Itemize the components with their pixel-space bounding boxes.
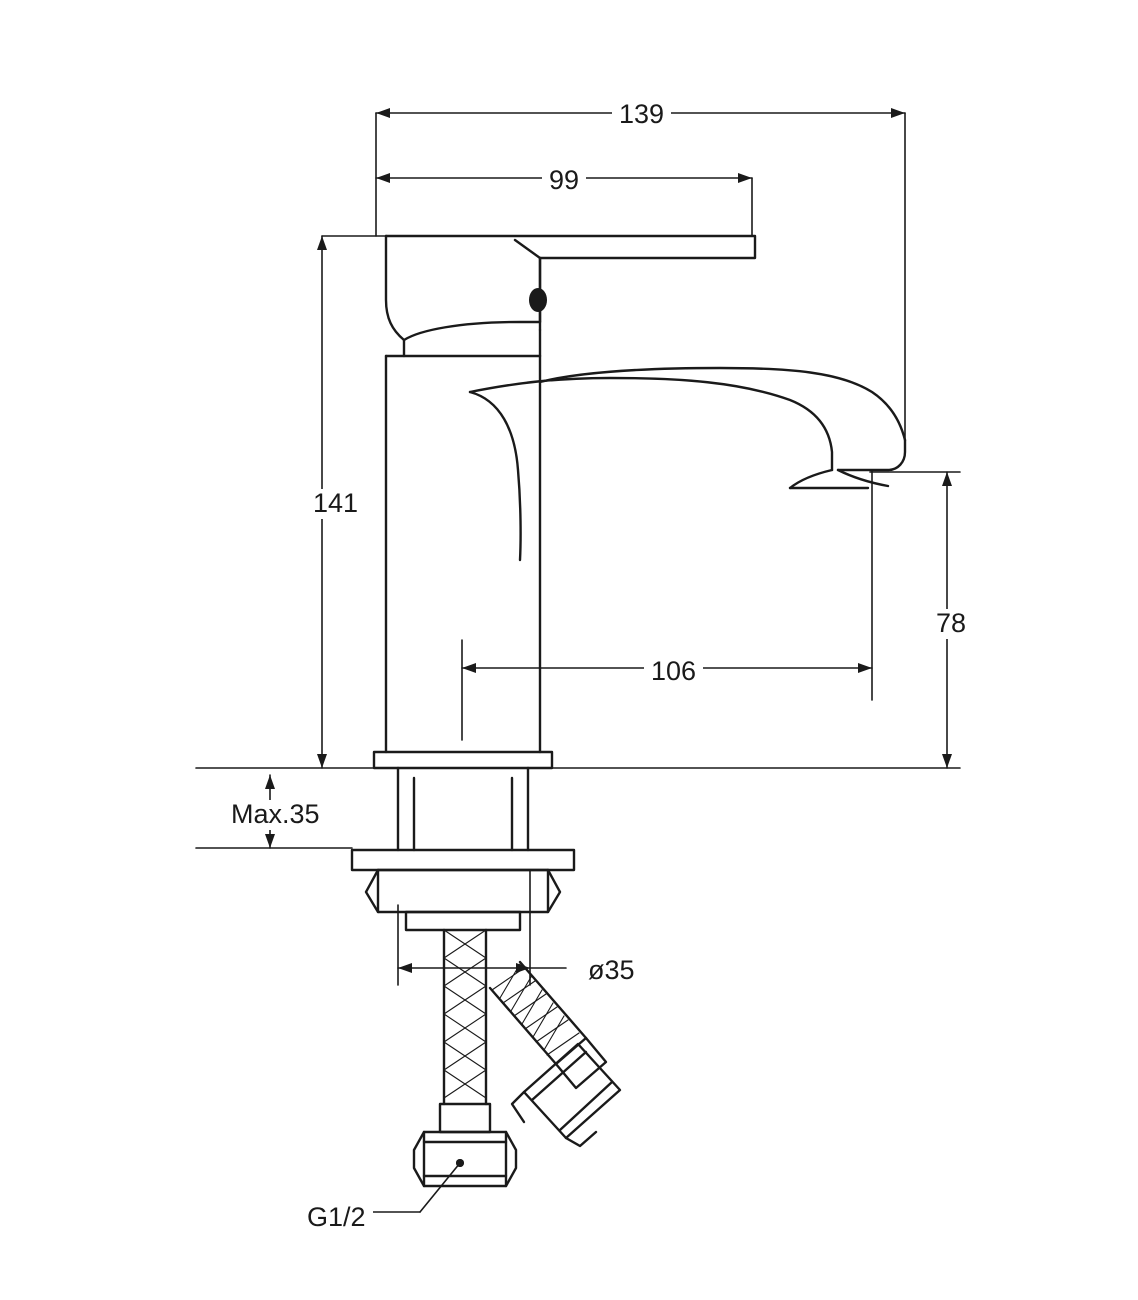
dimension-label-handle-width: 99 <box>542 166 586 196</box>
dimension-label-spout-height: 78 <box>929 609 973 639</box>
faucet-geometry <box>352 236 905 1186</box>
dimension-label-max-deck-thickness: Max.35 <box>224 800 327 830</box>
dimension-label-inlet-thread: G1/2 <box>300 1203 373 1233</box>
dimension-label-overall-height: 141 <box>306 489 365 519</box>
dimension-label-spout-reach: 106 <box>644 657 703 687</box>
dimension-label-overall-width: 139 <box>612 100 671 130</box>
dimension-label-shank-diameter: ø35 <box>581 956 642 986</box>
